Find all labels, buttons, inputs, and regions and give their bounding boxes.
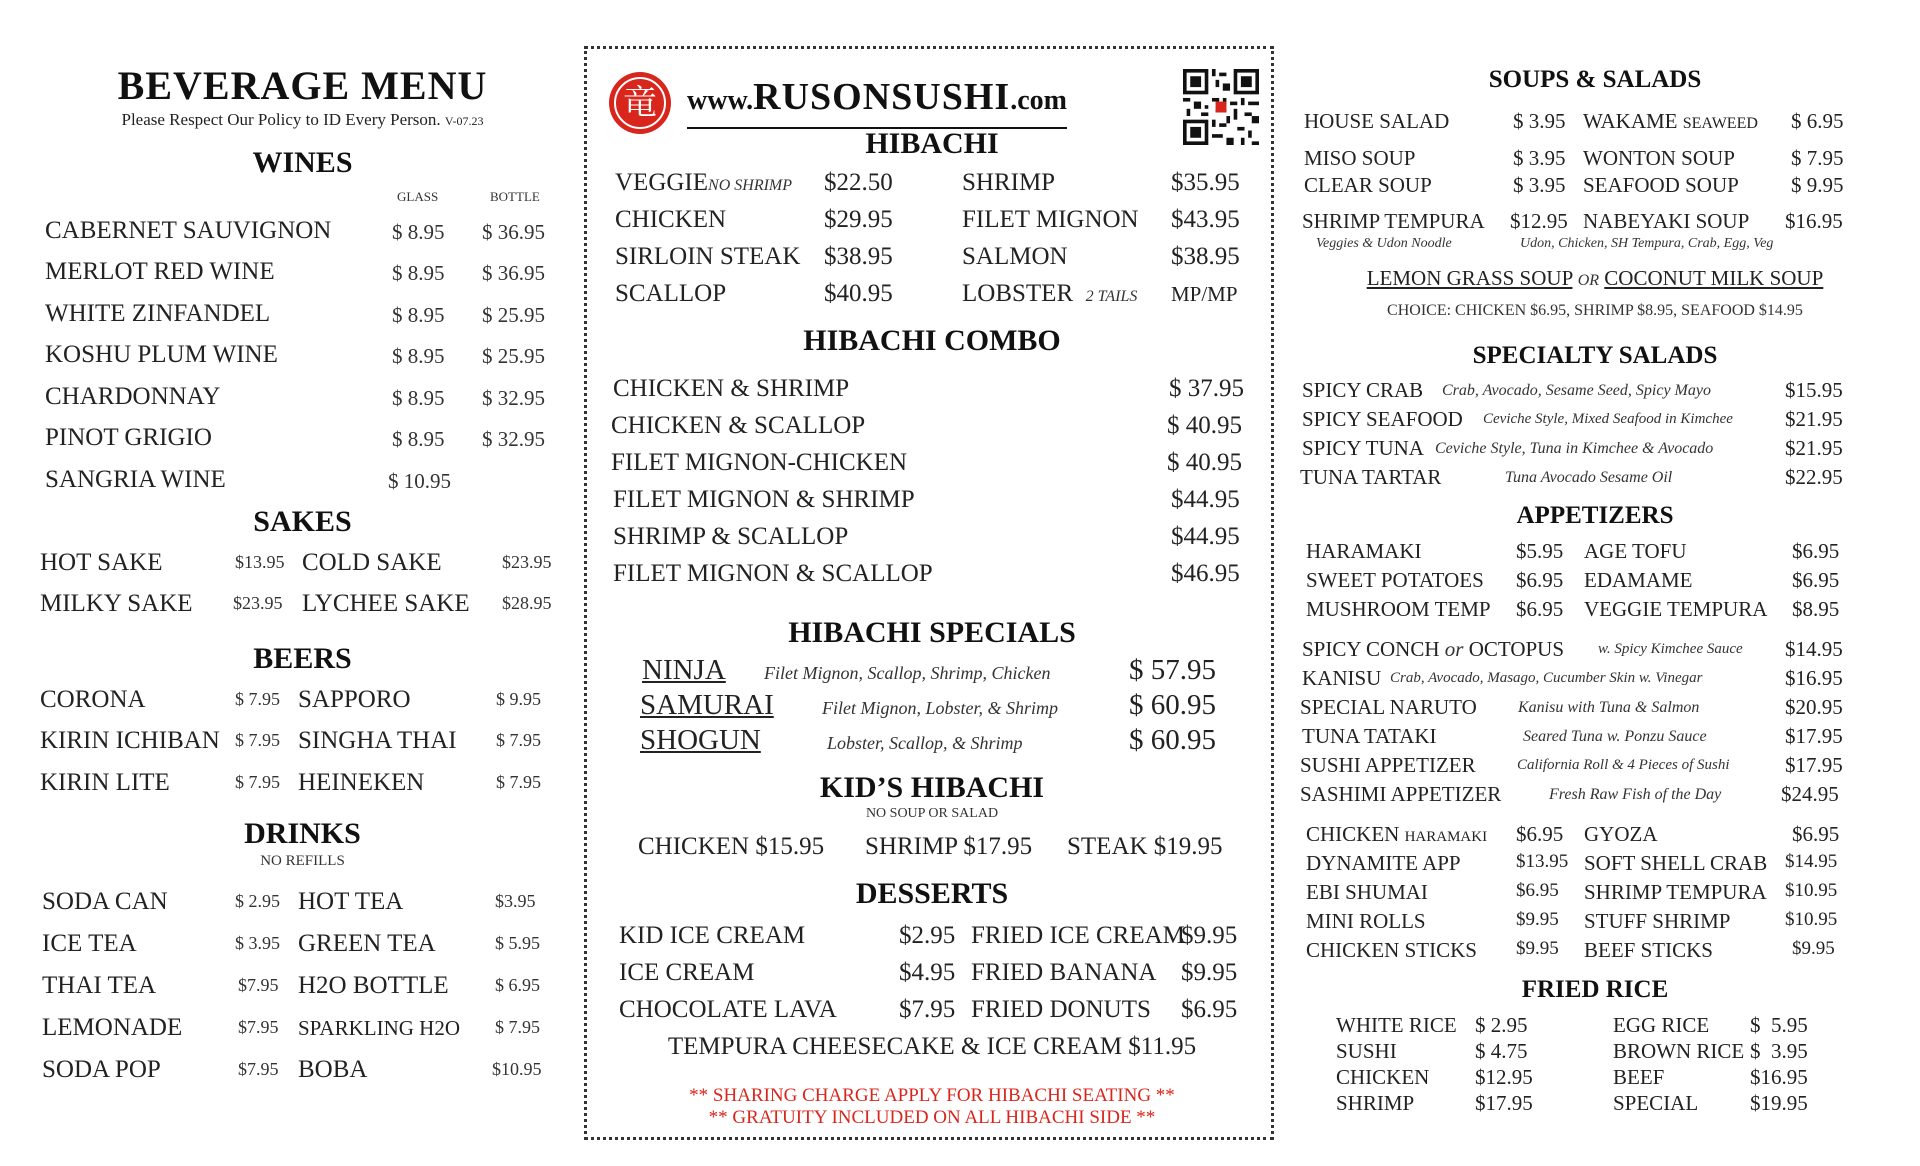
wine-glass-price: $ 10.95 [388, 469, 451, 493]
dessert-name: ICE CREAM [619, 959, 755, 986]
dessert-name: KID ICE CREAM [619, 922, 806, 949]
hibachi-note: NO SHRIMP [708, 177, 793, 194]
special-desc: Filet Mignon, Lobster, & Shrimp [822, 698, 1059, 718]
hibachi-price: $38.95 [1171, 243, 1240, 270]
hibachi-price: $43.95 [1171, 206, 1240, 233]
appetizer-desc: California Roll & 4 Pieces of Sushi [1517, 757, 1730, 773]
appetizer-price: $14.95 [1785, 851, 1838, 872]
drink-price: $10.95 [492, 1059, 542, 1079]
hibachi-name: SIRLOIN STEAK [615, 243, 801, 270]
combo-price: $46.95 [1171, 560, 1240, 587]
appetizer-price: $20.95 [1785, 695, 1843, 719]
food-column [1295, 0, 1895, 1166]
appetizer-name: SASHIMI APPETIZER [1300, 782, 1502, 806]
dessert-price: $7.95 [899, 996, 956, 1023]
rice-price: $12.95 [1475, 1065, 1533, 1089]
soup-name: WONTON SOUP [1583, 146, 1735, 170]
appetizer-name: GYOZA [1584, 822, 1658, 846]
special-name: SHOGUN [640, 724, 761, 756]
bottle-header: BOTTLE [490, 189, 540, 204]
drink-name: H2O BOTTLE [298, 972, 449, 999]
rice-name: SUSHI [1336, 1039, 1397, 1063]
hibachi-item [962, 280, 1137, 308]
rice-price: $17.95 [1475, 1091, 1533, 1115]
hibachi-note: 2 TAILS [1085, 288, 1138, 305]
soup-name: MISO SOUP [1304, 146, 1416, 170]
hibachi-price: $38.95 [824, 243, 893, 270]
drink-name: BOBA [298, 1056, 368, 1083]
url-prefix: www. [687, 85, 754, 116]
wine-bottle-price: $ 25.95 [482, 344, 545, 368]
drink-name: SPARKLING H2O [298, 1016, 461, 1040]
sake-name: LYCHEE SAKE [302, 590, 470, 617]
drink-price: $7.95 [238, 1059, 279, 1079]
wines-heading: WINES [252, 146, 353, 179]
appetizer-name: SHRIMP TEMPURA [1584, 880, 1767, 904]
combo-price: $44.95 [1171, 523, 1240, 550]
soup-choice-heading [1295, 266, 1895, 291]
hibachi-price: $40.95 [824, 280, 893, 307]
desserts-heading: DESSERTS [855, 877, 1009, 910]
drink-price: $3.95 [495, 891, 536, 911]
soup-name: SHRIMP TEMPURA [1302, 209, 1485, 233]
drink-price: $7.95 [238, 1017, 279, 1037]
dessert-name: CHOCOLATE LAVA [619, 996, 837, 1023]
appetizer-item [1306, 822, 1487, 847]
sake-price: $23.95 [233, 593, 283, 613]
sharing-charge-notice: ** SHARING CHARGE APPLY FOR HIBACHI SEATING ** [689, 1085, 1175, 1106]
dessert-name: FRIED DONUTS [971, 996, 1151, 1023]
hibachi-price: MP/MP [1171, 282, 1238, 306]
appetizer-price: $10.95 [1785, 880, 1838, 901]
kids-heading: KID’S HIBACHI [819, 771, 1045, 804]
appetizer-name: SOFT SHELL CRAB [1584, 851, 1768, 875]
soup-price: $ 6.95 [1791, 109, 1844, 133]
dessert-name: FRIED ICE CREAM [971, 922, 1185, 949]
appetizer-name: HARAMAKI [1306, 539, 1422, 563]
appetizer-price: $6.95 [1516, 597, 1564, 621]
sake-name: MILKY SAKE [40, 590, 193, 617]
appetizer-price: $5.95 [1516, 539, 1564, 563]
dessert-name: FRIED BANANA [971, 959, 1157, 986]
wine-name: SANGRIA WINE [45, 466, 226, 493]
special-price: $ 57.95 [1129, 654, 1216, 686]
appetizer-price: $6.95 [1516, 822, 1564, 846]
combo-name: FILET MIGNON-CHICKEN [611, 449, 908, 476]
appetizer-price: $16.95 [1785, 666, 1843, 690]
kids-item: CHICKEN $15.95 [638, 833, 825, 860]
dessert-price: $6.95 [1181, 996, 1238, 1023]
combo-name: SHRIMP & SCALLOP [613, 523, 849, 550]
salad-name: SPICY CRAB [1302, 378, 1424, 402]
sakes-heading: SAKES [253, 505, 352, 538]
appetizer-price: $8.95 [1792, 597, 1840, 621]
beer-price: $ 7.95 [235, 730, 280, 750]
hibachi-name: SHRIMP [962, 169, 1056, 196]
no-refills-note: NO REFILLS [260, 853, 345, 869]
salad-price: $21.95 [1785, 436, 1843, 460]
appetizer-price: $17.95 [1785, 753, 1843, 777]
hibachi-price: $29.95 [824, 206, 893, 233]
sake-price: $13.95 [235, 552, 285, 572]
combo-name: CHICKEN & SCALLOP [611, 412, 866, 439]
hibachi-column [584, 46, 1274, 1140]
appetizer-price: $10.95 [1785, 909, 1838, 930]
beverage-title: BEVERAGE MENU [117, 63, 488, 108]
beer-price: $ 9.95 [496, 689, 541, 709]
soup-name: SEAFOOD SOUP [1583, 173, 1739, 197]
combo-name: CHICKEN & SHRIMP [613, 375, 850, 402]
sake-price: $23.95 [502, 552, 552, 572]
rice-name: SHRIMP [1336, 1091, 1415, 1115]
rice-name: CHICKEN [1336, 1065, 1430, 1089]
dessert-wide-item: TEMPURA CHEESECAKE & ICE CREAM $11.95 [667, 1033, 1197, 1060]
drink-name: SODA POP [42, 1056, 161, 1083]
logo-glyph: 竜 [614, 77, 666, 129]
drinks-heading: DRINKS [244, 817, 361, 850]
wine-glass-price: $ 8.95 [392, 386, 445, 410]
rice-name: BEEF [1613, 1065, 1665, 1089]
rice-name: SPECIAL [1613, 1091, 1699, 1115]
fried-rice-heading: FRIED RICE [1521, 976, 1669, 1003]
kids-item: SHRIMP $17.95 [865, 833, 1033, 860]
appetizer-name: TUNA TATAKI [1302, 724, 1437, 748]
appetizer-name: EDAMAME [1584, 568, 1693, 592]
salad-price: $22.95 [1785, 465, 1843, 489]
soup-price: $ 3.95 [1513, 109, 1566, 133]
rice-price: $ 2.95 [1475, 1013, 1528, 1037]
wine-bottle-price: $ 32.95 [482, 386, 545, 410]
drink-price: $ 3.95 [235, 933, 280, 953]
beer-name: CORONA [40, 686, 146, 713]
wine-bottle-price: $ 36.95 [482, 261, 545, 285]
rice-price: $ 5.95 [1750, 1013, 1808, 1037]
specialty-salads-heading: SPECIALTY SALADS [1472, 342, 1718, 369]
appetizer-name: MINI ROLLS [1306, 909, 1426, 933]
salad-desc: Crab, Avocado, Sesame Seed, Spicy Mayo [1442, 382, 1711, 399]
rice-name: BROWN RICE [1613, 1039, 1745, 1063]
appetizer-name: OCTOPUS [1468, 637, 1565, 661]
special-price: $ 60.95 [1129, 724, 1216, 756]
rice-price: $ 4.75 [1475, 1039, 1528, 1063]
appetizer-name: SPECIAL NARUTO [1300, 695, 1477, 719]
soup-name: CLEAR SOUP [1304, 173, 1432, 197]
drink-price: $ 5.95 [495, 933, 540, 953]
combo-name: FILET MIGNON & SCALLOP [613, 560, 933, 587]
hibachi-name: VEGGIE [615, 169, 709, 196]
appetizer-name: CHICKEN STICKS [1306, 938, 1477, 962]
appetizer-name: EBI SHUMAI [1306, 880, 1428, 904]
appetizer-desc: Kanisu with Tuna & Salmon [1518, 699, 1700, 716]
hibachi-name: FILET MIGNON [962, 206, 1139, 233]
hibachi-name: SCALLOP [615, 280, 727, 307]
appetizer-price: $14.95 [1785, 637, 1843, 661]
appetizer-desc: Seared Tuna w. Ponzu Sauce [1523, 728, 1707, 745]
salad-name: TUNA TARTAR [1300, 465, 1442, 489]
salad-desc: Ceviche Style, Tuna in Kimchee & Avocado [1435, 440, 1714, 457]
special-name: NINJA [642, 654, 726, 686]
wine-name: CABERNET SAUVIGNON [45, 217, 332, 244]
appetizer-price: $17.95 [1785, 724, 1843, 748]
drink-name: ICE TEA [42, 930, 137, 957]
drink-name: HOT TEA [298, 888, 404, 915]
beer-price: $ 7.95 [496, 772, 541, 792]
drink-price: $7.95 [238, 975, 279, 995]
dessert-price: $9.95 [1181, 922, 1238, 949]
soup-price: $12.95 [1510, 209, 1568, 233]
soup-item [1583, 109, 1758, 134]
beverage-column [30, 0, 575, 1166]
wine-glass-price: $ 8.95 [392, 427, 445, 451]
gratuity-notice: ** GRATUITY INCLUDED ON ALL HIBACHI SIDE ** [708, 1107, 1156, 1128]
rice-price: $19.95 [1750, 1091, 1808, 1115]
beer-name: KIRIN LITE [40, 769, 170, 796]
dessert-price: $2.95 [899, 922, 956, 949]
soup-sub: SEAWEED [1682, 115, 1758, 132]
beer-name: SAPPORO [298, 686, 411, 713]
salad-price: $21.95 [1785, 407, 1843, 431]
hibachi-price: $22.50 [824, 169, 893, 196]
hibachi-price: $35.95 [1171, 169, 1240, 196]
sake-name: COLD SAKE [302, 549, 442, 576]
drink-name: GREEN TEA [298, 930, 436, 957]
appetizer-desc: Fresh Raw Fish of the Day [1549, 786, 1722, 803]
dessert-price: $4.95 [899, 959, 956, 986]
soup-name: WAKAME [1583, 109, 1678, 133]
combo-heading: HIBACHI COMBO [803, 324, 1061, 357]
appetizer-name: SUSHI APPETIZER [1300, 753, 1476, 777]
hibachi-name: LOBSTER [962, 280, 1074, 307]
drink-price: $ 6.95 [495, 975, 540, 995]
policy-text: Please Respect Our Policy to ID Every Person. [121, 110, 441, 129]
appetizer-name: DYNAMITE APP [1306, 851, 1461, 875]
soup-price: $ 7.95 [1791, 146, 1844, 170]
appetizer-price: $6.95 [1792, 539, 1840, 563]
sake-price: $28.95 [502, 593, 552, 613]
url-name: RUSONSUSHI [753, 76, 1011, 118]
appetizer-price: $6.95 [1792, 568, 1840, 592]
soup-name: NABEYAKI SOUP [1583, 209, 1750, 233]
appetizer-price: $6.95 [1516, 568, 1564, 592]
hibachi-name: CHICKEN [615, 206, 727, 233]
appetizer-price: $24.95 [1781, 782, 1839, 806]
appetizers-heading: APPETIZERS [1516, 502, 1674, 529]
combo-name: FILET MIGNON & SHRIMP [613, 486, 915, 513]
beer-price: $ 7.95 [235, 689, 280, 709]
soup-name: HOUSE SALAD [1304, 109, 1450, 133]
appetizer-price: $9.95 [1516, 938, 1559, 959]
appetizer-name: MUSHROOM TEMP [1306, 597, 1491, 621]
beer-price: $ 7.95 [235, 772, 280, 792]
wine-glass-price: $ 8.95 [392, 303, 445, 327]
wine-name: KOSHU PLUM WINE [45, 341, 278, 368]
salad-desc: Ceviche Style, Mixed Seafood in Kimchee [1483, 411, 1733, 427]
special-price: $ 60.95 [1129, 689, 1216, 721]
wine-name: PINOT GRIGIO [45, 424, 212, 451]
wine-glass-price: $ 8.95 [392, 261, 445, 285]
appetizer-name: SPICY CONCH [1302, 637, 1440, 661]
soup-price: $16.95 [1785, 209, 1843, 233]
wine-name: CHARDONNAY [45, 383, 221, 410]
appetizer-name: STUFF SHRIMP [1584, 909, 1731, 933]
appetizer-sub: HARAMAKI [1404, 829, 1488, 845]
combo-price: $ 40.95 [1167, 412, 1242, 439]
wine-name: MERLOT RED WINE [45, 258, 275, 285]
special-name: SAMURAI [640, 689, 774, 721]
beer-price: $ 7.95 [496, 730, 541, 750]
soups-heading: SOUPS & SALADS [1488, 66, 1702, 93]
beer-name: KIRIN ICHIBAN [40, 727, 220, 754]
appetizer-price: $9.95 [1516, 909, 1559, 930]
coconut-milk-soup: COCONUT MILK SOUP [1604, 266, 1824, 290]
rice-name: EGG RICE [1613, 1013, 1710, 1037]
url-suffix: .com [1010, 85, 1067, 116]
salad-desc: Tuna Avocado Sesame Oil [1505, 469, 1673, 486]
sake-name: HOT SAKE [40, 549, 163, 576]
hibachi-name: SALMON [962, 243, 1068, 270]
specials-heading: HIBACHI SPECIALS [788, 616, 1076, 649]
lemon-grass-soup: LEMON GRASS SOUP [1366, 266, 1573, 290]
combo-price: $ 40.95 [1167, 449, 1242, 476]
appetizer-desc: w. Spicy Kimchee Sauce [1598, 641, 1743, 657]
soup-choice-prices: CHOICE: CHICKEN $6.95, SHRIMP $8.95, SEAFOOD $14.95 [1387, 302, 1803, 319]
beers-heading: BEERS [253, 642, 352, 675]
kids-note: NO SOUP OR SALAD [865, 806, 999, 821]
appetizer-price: $13.95 [1516, 851, 1569, 872]
appetizer-price: $6.95 [1792, 822, 1840, 846]
drink-price: $ 2.95 [235, 891, 280, 911]
glass-header: GLASS [397, 189, 439, 204]
appetizer-price: $6.95 [1516, 880, 1559, 901]
or-separator: or [1444, 637, 1464, 661]
appetizer-name: VEGGIE TEMPURA [1584, 597, 1768, 621]
wine-name: WHITE ZINFANDEL [45, 300, 271, 327]
appetizer-price: $9.95 [1792, 938, 1835, 959]
drink-price: $ 7.95 [495, 1017, 540, 1037]
appetizer-name: KANISU [1302, 666, 1382, 690]
wine-bottle-price: $ 36.95 [482, 220, 545, 244]
soup-price: $ 3.95 [1513, 173, 1566, 197]
soup-note: Veggies & Udon Noodle [1316, 236, 1452, 251]
wine-glass-price: $ 8.95 [392, 220, 445, 244]
rice-price: $ 3.95 [1750, 1039, 1808, 1063]
drink-name: LEMONADE [42, 1014, 183, 1041]
rice-price: $16.95 [1750, 1065, 1808, 1089]
restaurant-logo [609, 72, 671, 134]
appetizer-name: SWEET POTATOES [1306, 568, 1484, 592]
website-url[interactable] [687, 75, 1067, 129]
soup-price: $ 9.95 [1791, 173, 1844, 197]
appetizer-name: BEEF STICKS [1584, 938, 1713, 962]
or-separator: OR [1577, 272, 1600, 289]
appetizer-name: AGE TOFU [1584, 539, 1687, 563]
salad-name: SPICY SEAFOOD [1302, 407, 1463, 431]
salad-name: SPICY TUNA [1302, 436, 1424, 460]
combo-price: $44.95 [1171, 486, 1240, 513]
beer-name: HEINEKEN [298, 769, 425, 796]
drink-name: THAI TEA [42, 972, 157, 999]
dessert-price: $9.95 [1181, 959, 1238, 986]
wine-glass-price: $ 8.95 [392, 344, 445, 368]
soup-price: $ 3.95 [1513, 146, 1566, 170]
wine-bottle-price: $ 32.95 [482, 427, 545, 451]
soup-note: Udon, Chicken, SH Tempura, Crab, Egg, Veg [1520, 236, 1774, 251]
wine-bottle-price: $ 25.95 [482, 303, 545, 327]
version-tag: V-07.23 [444, 114, 484, 128]
beer-name: SINGHA THAI [298, 727, 457, 754]
appetizer-desc: Crab, Avocado, Masago, Cucumber Skin w. Vinegar [1390, 670, 1703, 686]
hibachi-heading: HIBACHI [865, 127, 999, 160]
special-desc: Filet Mignon, Scallop, Shrimp, Chicken [764, 663, 1051, 683]
combo-price: $ 37.95 [1169, 375, 1244, 402]
appetizer-name: CHICKEN [1306, 822, 1400, 846]
salad-price: $15.95 [1785, 378, 1843, 402]
hibachi-item [615, 169, 792, 197]
kids-item: STEAK $19.95 [1067, 833, 1223, 860]
drink-name: SODA CAN [42, 888, 168, 915]
appetizer-item [1302, 637, 1564, 662]
rice-name: WHITE RICE [1336, 1013, 1457, 1037]
special-desc: Lobster, Scallop, & Shrimp [827, 733, 1023, 753]
id-policy [30, 110, 575, 130]
